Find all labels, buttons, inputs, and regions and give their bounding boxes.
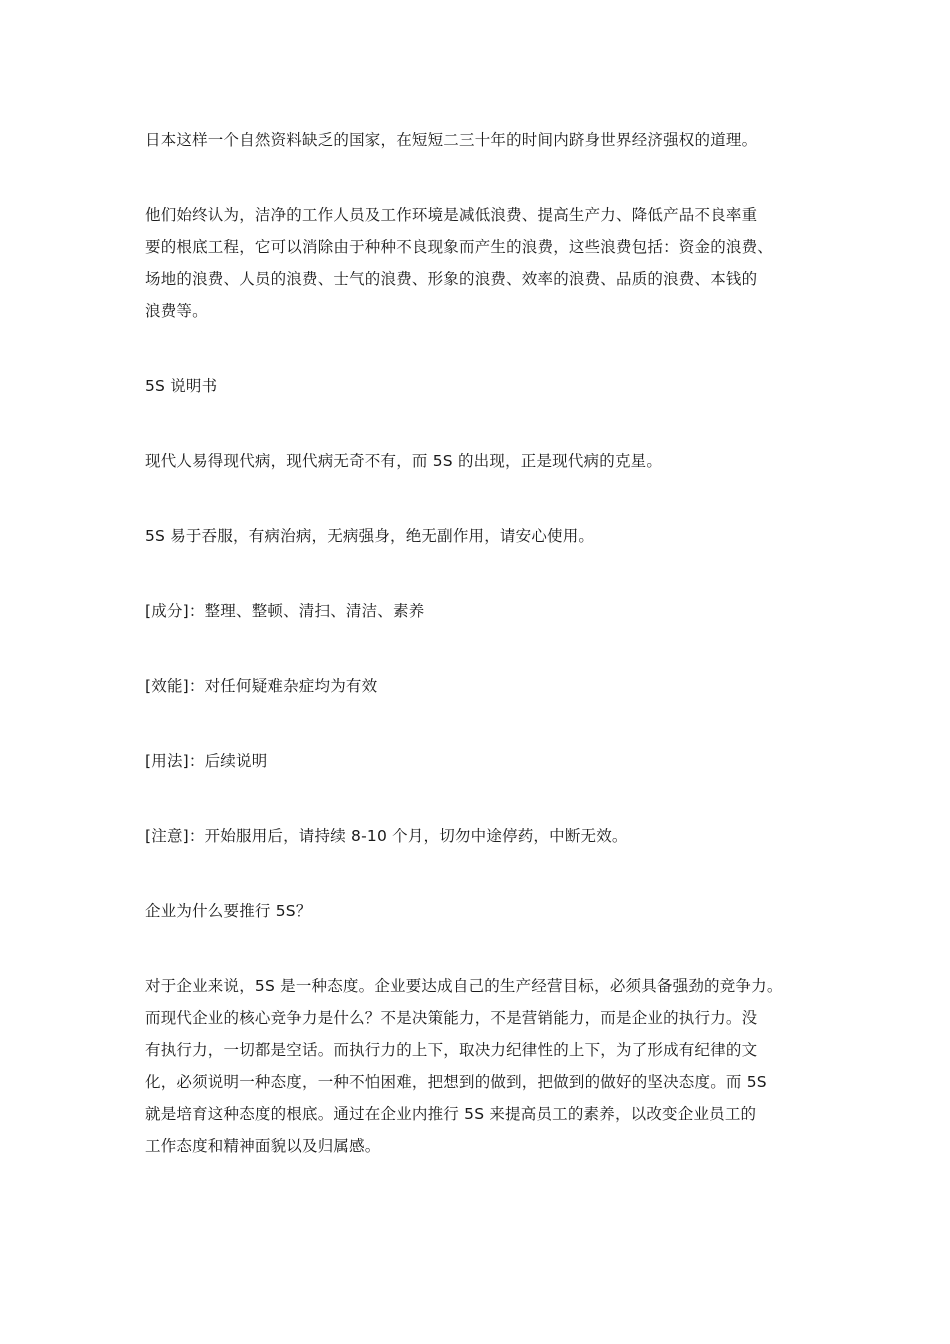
paragraph-modern-disease [145, 445, 825, 477]
text-line: 对于企业来说，5S 是一种态度。企业要达成自己的生产经营目标，必须具备强劲的竞争力。 [145, 977, 783, 995]
text-line: 有执行力，一切都是空话。而执行力的上下，取决力纪律性的上下，为了形成有纪律的文 [145, 1041, 758, 1059]
paragraph-spacer [145, 777, 825, 820]
text-line: 现代人易得现代病，现代病无奇不有，而 5S 的出现，正是现代病的克星。 [145, 452, 663, 470]
text-line: 5S 易于吞服，有病治病，无病强身，绝无副作用，请安心使用。 [145, 527, 595, 545]
paragraph-spacer [145, 402, 825, 445]
text-line: [成分]：整理、整顿、清扫、清洁、素养 [145, 602, 425, 620]
text-line: 日本这样一个自然资料缺乏的国家，在短短二三十年的时间内跻身世界经济强权的道理。 [145, 131, 758, 149]
paragraph-caution [145, 820, 825, 852]
paragraph-spacer [145, 627, 825, 670]
text-line: 而现代企业的核心竞争力是什么？不是决策能力，不是营销能力，而是企业的执行力。没 [145, 1009, 758, 1027]
text-line: [用法]：后续说明 [145, 752, 268, 770]
text-line: 他们始终认为，洁净的工作人员及工作环境是减低浪费、提高生产力、降低产品不良率重 [145, 206, 758, 224]
paragraph-easy-to-take [145, 520, 825, 552]
paragraph-spacer [145, 156, 825, 199]
text-line: 5S 说明书 [145, 377, 218, 395]
paragraph-usage [145, 745, 825, 777]
text-line: 化，必须说明一种态度，一种不怕困难，把想到的做到，把做到的做好的坚决态度。而 5S [145, 1073, 767, 1091]
paragraph-spacer [145, 927, 825, 970]
paragraph-spacer [145, 852, 825, 895]
text-line: [效能]：对任何疑难杂症均为有效 [145, 677, 378, 695]
paragraph-spacer [145, 477, 825, 520]
paragraph-ingredients [145, 595, 825, 627]
text-line: 浪费等。 [145, 302, 208, 320]
paragraph-spacer [145, 327, 825, 370]
paragraph-spacer [145, 702, 825, 745]
paragraph-efficacy [145, 670, 825, 702]
document-body [145, 124, 825, 1162]
text-line: 企业为什么要推行 5S？ [145, 902, 312, 920]
heading-5s-manual [145, 370, 825, 402]
paragraph-japan-intro [145, 124, 825, 156]
text-line: 工作态度和精神面貌以及归属感。 [145, 1137, 381, 1155]
text-line: 要的根底工程，它可以消除由于种种不良现象而产生的浪费，这些浪费包括：资金的浪费、 [145, 238, 774, 256]
paragraph-waste-reduction [145, 199, 825, 327]
paragraph-attitude [145, 970, 825, 1162]
text-line: [注意]：开始服用后，请持续 8-10 个月，切勿中途停药，中断无效。 [145, 827, 628, 845]
heading-why-5s [145, 895, 825, 927]
text-line: 就是培育这种态度的根底。通过在企业内推行 5S 来提高员工的素养，以改变企业员工的 [145, 1105, 757, 1123]
text-line: 场地的浪费、人员的浪费、士气的浪费、形象的浪费、效率的浪费、品质的浪费、本钱的 [145, 270, 758, 288]
paragraph-spacer [145, 552, 825, 595]
